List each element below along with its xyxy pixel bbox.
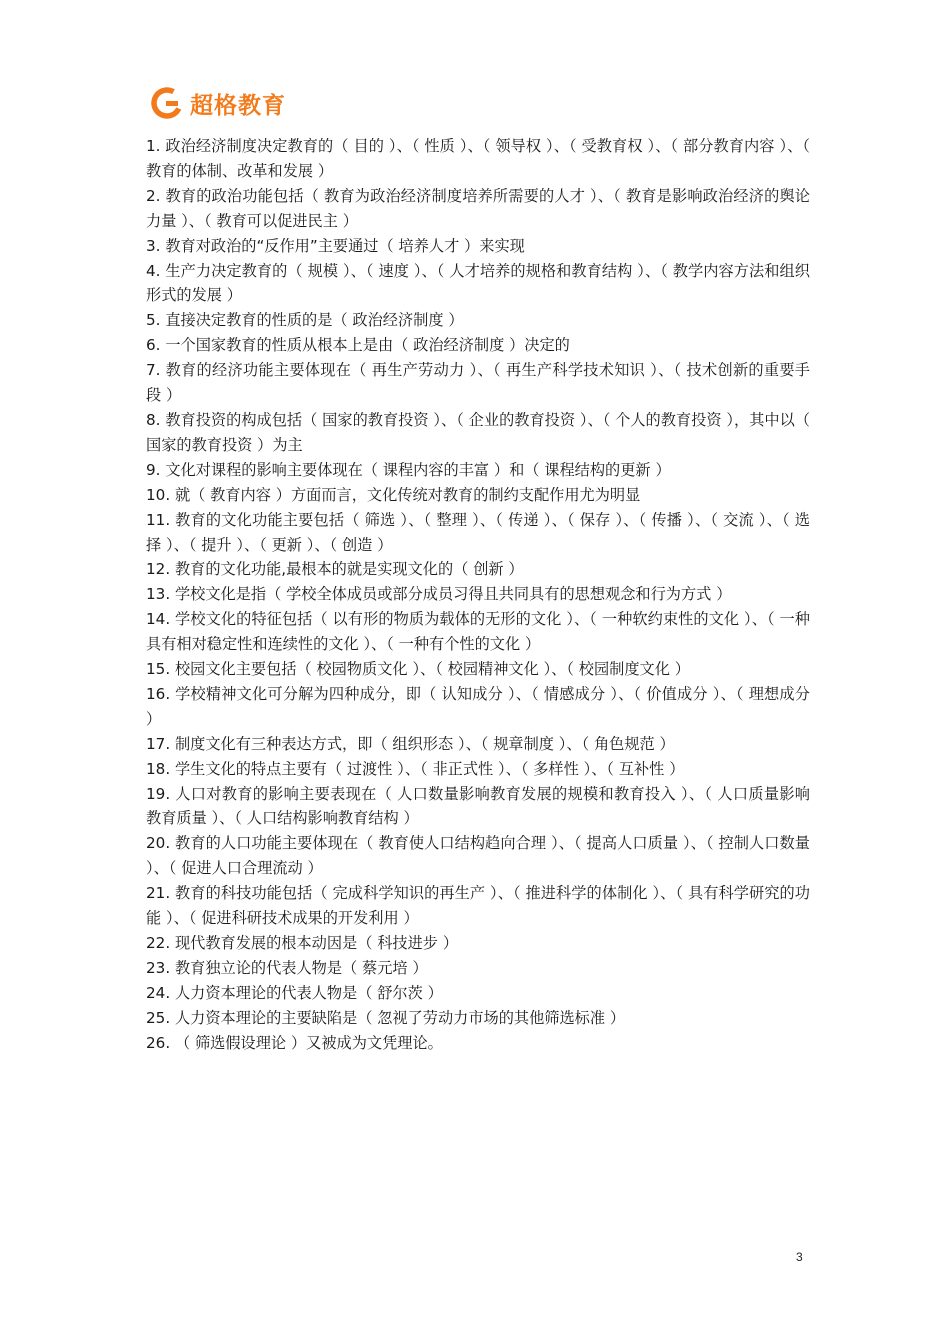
list-item: 21. 教育的科技功能包括（ 完成科学知识的再生产 ）、（ 推进科学的体制化 ）、（ 具有科学研究的功能 ）、（ 促进科研技术成果的开发利用 ）: [146, 884, 810, 928]
list-item: 14. 学校文化的特征包括（ 以有形的物质为载体的无形的文化 ）、（ 一种软约束性的文化 ）、（ 一种具有相对稳定性和连续性的文化 ）、（ 一种有个性的文化 ）: [146, 610, 810, 654]
list-item: 9. 文化对课程的影响主要体现在（ 课程内容的丰富 ）和（ 课程结构的更新 ）: [146, 460, 671, 479]
list-item: 17. 制度文化有三种表达方式，即（ 组织形态 ）、（ 规章制度 ）、（ 角色规范 ）: [146, 734, 675, 753]
list-item: 13. 学校文化是指（ 学校全体成员或部分成员习得且共同具有的思想观念和行为方式 ）: [146, 585, 732, 604]
list-item: 12. 教育的文化功能,最根本的就是实现文化的（ 创新 ）: [146, 560, 524, 579]
list-item: 7. 教育的经济功能主要体现在（ 再生产劳动力 ）、（ 再生产科学技术知识 ）、（ 技术创新的重要手段 ）: [146, 361, 810, 405]
brand-name: 超格教育: [190, 92, 286, 119]
list-item: 26. （ 筛选假设理论 ）又被成为文凭理论。: [146, 1033, 443, 1052]
list-item: 24. 人力资本理论的代表人物是（ 舒尔茨 ）: [146, 983, 443, 1002]
list-item: 4. 生产力决定教育的（ 规模 ）、（ 速度 ）、（ 人才培养的规格和教育结构 ）、（ 教学内容方法和组织形式的发展 ）: [146, 261, 810, 305]
list-item: 19. 人口对教育的影响主要表现在（ 人口数量影响教育发展的规模和教育投入 ）、（ 人口质量影响教育质量 ）、（ 人口结构影响教育结构 ）: [146, 784, 810, 828]
cg-logo-icon: [150, 86, 184, 120]
list-item: 22. 现代教育发展的根本动因是（ 科技进步 ）: [146, 934, 459, 952]
list-item: 16. 学校精神文化可分解为四种成分，即（ 认知成分 ）、（ 情感成分 ）、（ 价值成分 ）、（ 理想成分 ）: [146, 684, 810, 728]
list-item: 23. 教育独立论的代表人物是（ 蔡元培 ）: [146, 958, 428, 977]
page-number: 3: [796, 1250, 803, 1264]
list-item: 5. 直接决定教育的性质的是（ 政治经济制度 ）: [146, 311, 464, 330]
list-item: 20. 教育的人口功能主要体现在（ 教育使人口结构趋向合理 ）、（ 提高人口质量 ）、（ 控制人口数量 ）、（ 促进人口合理流动 ）: [146, 834, 810, 878]
question-list: [146, 134, 810, 1056]
brand-logo: [150, 86, 286, 120]
list-item: 10. 就（ 教育内容 ）方面而言，文化传统对教育的制约支配作用尤为明显: [146, 485, 641, 504]
list-item: 18. 学生文化的特点主要有（ 过渡性 ）、（ 非正式性 ）、（ 多样性 ）、（ 互补性 ）: [146, 759, 685, 778]
list-item: 25. 人力资本理论的主要缺陷是（ 忽视了劳动力市场的其他筛选标准 ）: [146, 1008, 626, 1027]
list-item: 3. 教育对政治的“反作用”主要通过（ 培养人才 ）来实现: [146, 236, 525, 255]
list-item: 2. 教育的政治功能包括（ 教育为政治经济制度培养所需要的人才 ）、（ 教育是影响政治经济的舆论力量 ）、（ 教育可以促进民主 ）: [146, 186, 810, 230]
list-item: 6. 一个国家教育的性质从根本上是由（ 政治经济制度 ）决定的: [146, 336, 570, 355]
list-item: 8. 教育投资的构成包括（ 国家的教育投资 ）、（ 企业的教育投资 ）、（ 个人的教育投资 ），其中以（ 国家的教育投资 ）为主: [146, 410, 810, 454]
list-item: 11. 教育的文化功能主要包括（ 筛选 ）、（ 整理 ）、（ 传递 ）、（ 保存 ）、（ 传播 ）、（ 交流 ）、（ 选择 ）、（ 提升 ）、（ 更新 ）、（ 创造 ）: [146, 510, 810, 554]
list-item: 1. 政治经济制度决定教育的（ 目的 ）、（ 性质 ）、（ 领导权 ）、（ 受教育权 ）、（ 部分教育内容 ）、（ 教育的体制、改革和发展 ）: [146, 137, 810, 180]
list-item: 15. 校园文化主要包括（ 校园物质文化 ）、（ 校园精神文化 ）、（ 校园制度文化 ）: [146, 660, 690, 679]
